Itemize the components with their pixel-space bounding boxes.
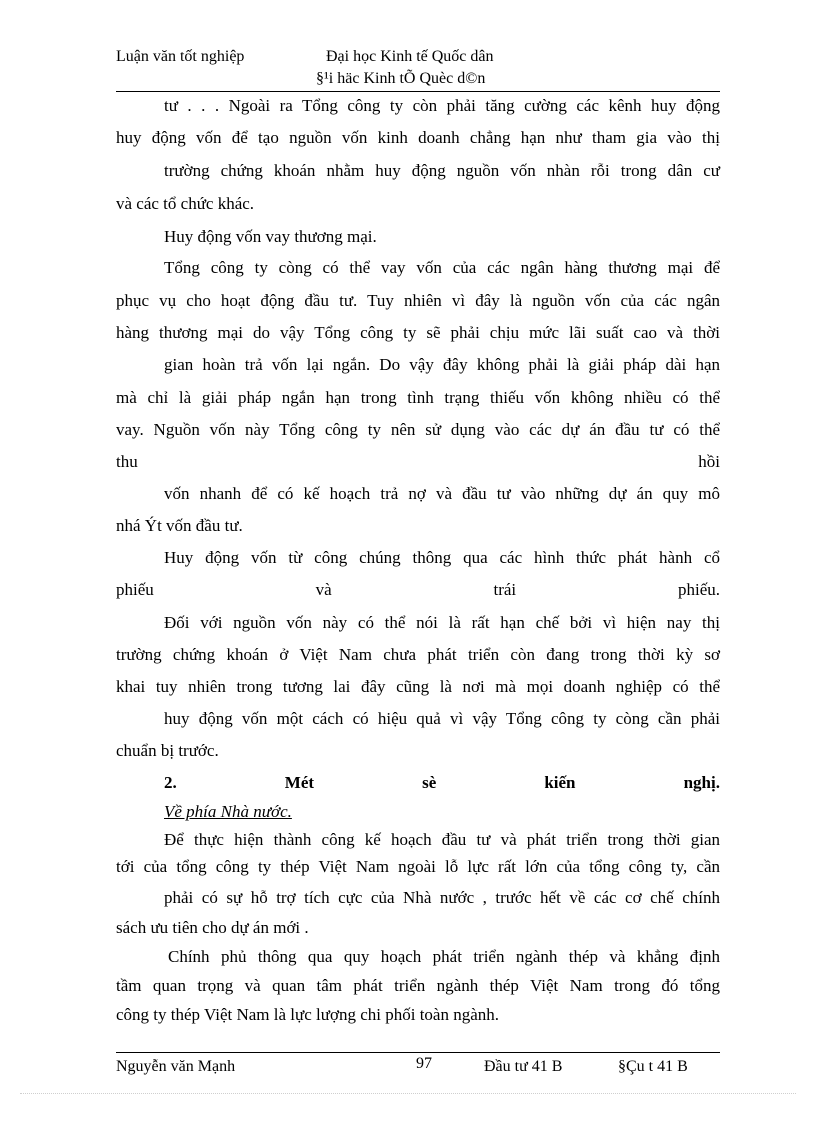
text-line: gian hoàn trả vốn lại ngắn. Do vậy đây không phải là giải pháp dài hạn	[164, 355, 720, 374]
word: phiếu.	[677, 580, 720, 599]
subheading-state: Về phía Nhà nước.	[164, 802, 292, 821]
text-line-spread	[116, 580, 720, 600]
text-line: khai tuy nhiên trong tương lai đây cũng là nơi mà mọi doanh nghiệp có thể	[116, 677, 720, 696]
word: kiến	[544, 773, 576, 792]
text-line: và các tổ chức khác.	[116, 194, 255, 213]
word: Mét	[284, 773, 315, 792]
text-line: vay. Nguồn vốn này Tổng công ty nên sử dụng vào các dự án đầu tư có thể	[116, 420, 720, 439]
text-line: Để thực hiện thành công kế hoạch đầu tư và phát triển trong thời gian	[164, 830, 720, 849]
page-number: 97	[416, 1055, 432, 1072]
text-line: vốn nhanh để có kế hoạch trả nợ và đầu tư vào những dự án quy mô	[164, 484, 720, 503]
text-line: hàng thương mại do vậy Tổng công ty sẽ phải chịu mức lãi suất cao và thời	[116, 323, 720, 342]
text-line: tầm quan trọng và quan tâm phát triển ngành thép Việt Nam trong đó tổng	[116, 976, 720, 995]
word: thu	[116, 452, 138, 471]
header-rule	[116, 91, 720, 92]
footer-rule	[116, 1052, 720, 1053]
word: và	[315, 580, 332, 599]
word: trái	[493, 580, 517, 599]
text-line: tư . . . Ngoài ra Tổng công ty còn phải tăng cường các kênh huy động	[164, 96, 720, 115]
word: sè	[422, 773, 437, 792]
footer-class-garbled: §Çu t 41 B	[618, 1058, 688, 1075]
text-line-spread	[116, 452, 720, 472]
text-line: tới của tổng công ty thép Việt Nam ngoài lỗ lực rất lớn của tổng công ty, cần	[116, 857, 720, 876]
section-heading	[164, 773, 720, 793]
text-line: công ty thép Việt Nam là lực lượng chi phối toàn ngành.	[116, 1005, 500, 1024]
text-line: trường chứng khoán nhằm huy động nguồn vốn nhàn rỗi trong dân cư	[164, 161, 720, 180]
subsection-heading: Huy động vốn vay thương mại.	[164, 227, 377, 246]
text-line: Tổng công ty còng có thể vay vốn của các ngân hàng thương mại để	[164, 258, 720, 277]
text-line: Chính phủ thông qua quy hoạch phát triển ngành thép và khẳng định	[168, 947, 720, 966]
text-line: sách ưu tiên cho dự án mới .	[116, 918, 309, 937]
text-line: huy động vốn một cách có hiệu quả vì vậy Tổng công ty còng cần phải	[164, 709, 720, 728]
subsection-heading: Huy động vốn từ công chúng thông qua các hình thức phát hành cổ	[164, 548, 720, 567]
text-line: huy động vốn để tạo nguồn vốn kinh doanh chẳng hạn như tham gia vào thị	[116, 128, 720, 147]
footer-class: Đầu tư 41 B	[484, 1058, 563, 1075]
header-center: Đại học Kinh tế Quốc dân	[326, 48, 494, 65]
word: nghị.	[683, 773, 720, 792]
word: hồi	[698, 452, 720, 471]
text-line: nhá Ýt vốn đầu tư.	[116, 516, 243, 535]
section-number: 2.	[164, 773, 177, 792]
header-garbled: §¹i häc Kinh tÕ Quèc d©n	[316, 70, 486, 87]
header-left: Luận văn tốt nghiệp	[116, 48, 245, 65]
text-line: phục vụ cho hoạt động đầu tư. Tuy nhiên vì đây là nguồn vốn của các ngân	[116, 291, 720, 310]
text-line: phải có sự hỗ trợ tích cực của Nhà nước , trước hết về các cơ chế chính	[164, 888, 720, 907]
text-line: chuẩn bị trước.	[116, 741, 219, 760]
text-line: trường chứng khoán ở Việt Nam chưa phát triển còn đang trong thời kỳ sơ	[116, 645, 720, 664]
page-edge	[20, 1093, 796, 1094]
text-line: Đối với nguồn vốn này có thể nói là rất hạn chế bởi vì hiện nay thị	[164, 613, 720, 632]
footer-author: Nguyễn văn Mạnh	[116, 1058, 236, 1075]
text-line: mà chỉ là giải pháp ngắn hạn trong tình trạng thiếu vốn không nhiều có thể	[116, 388, 720, 407]
word: phiếu	[116, 580, 154, 599]
